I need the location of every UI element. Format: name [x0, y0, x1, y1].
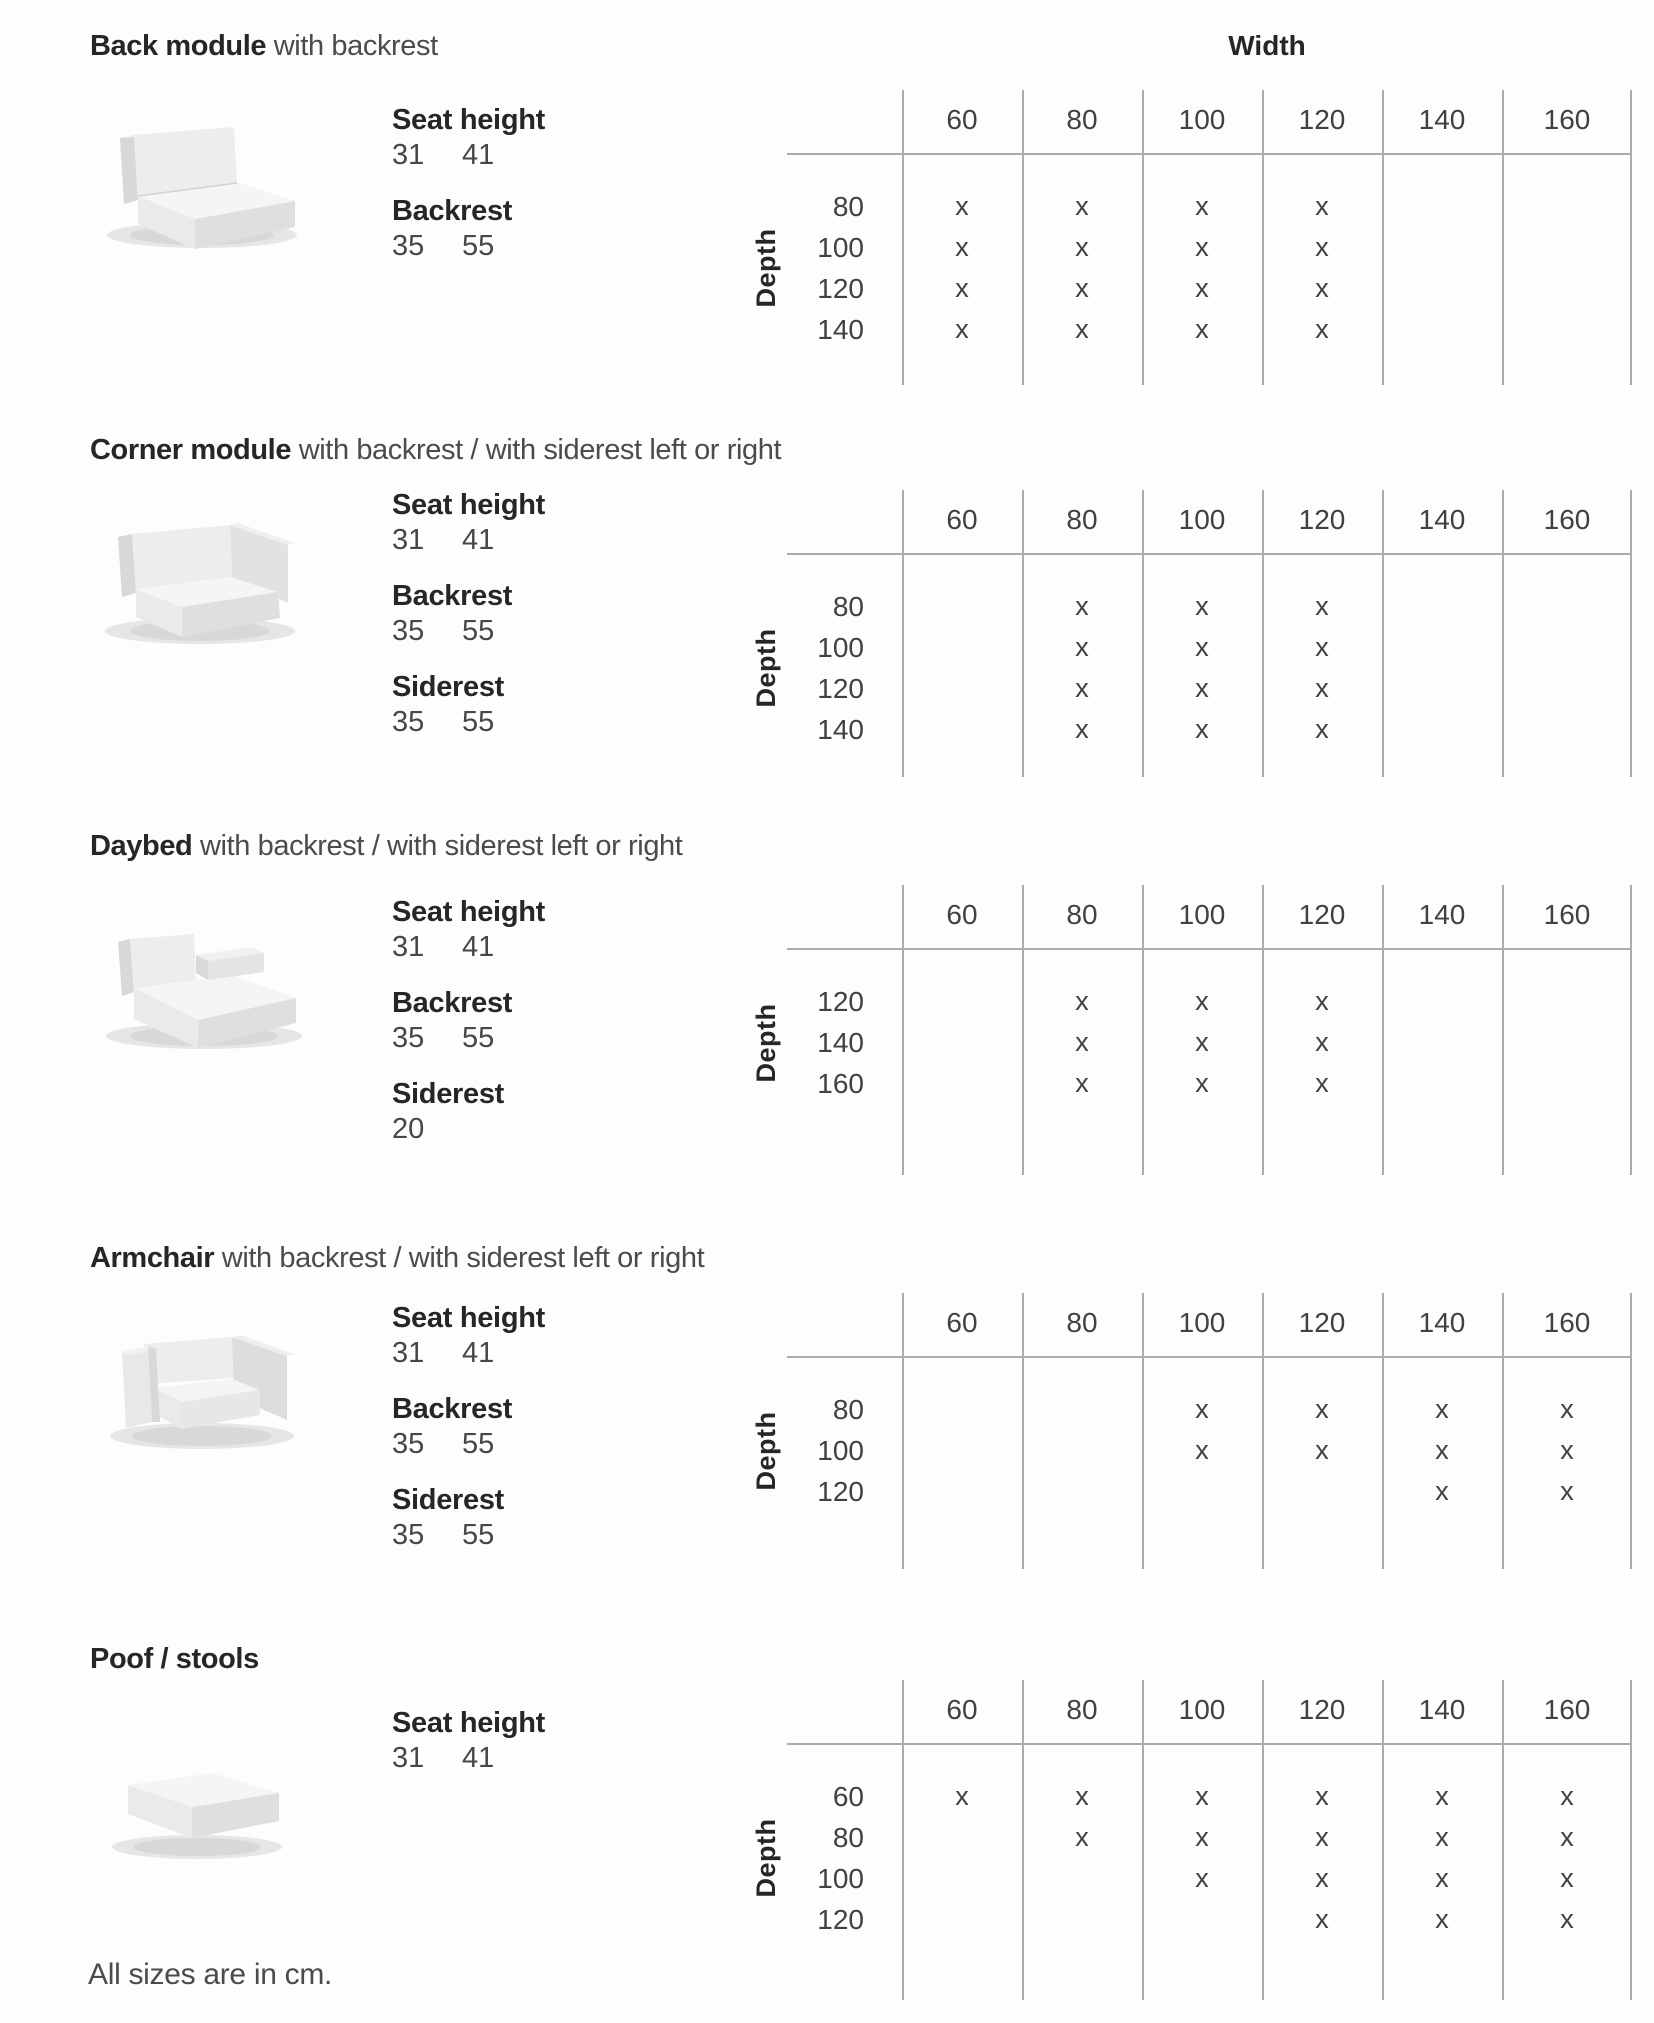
availability-mark: x — [1315, 714, 1329, 744]
availability-mark: x — [1075, 1822, 1089, 1852]
spec-value: 41 — [462, 1337, 495, 1369]
availability-mark: x — [1560, 1781, 1574, 1811]
spec-label: Backrest — [392, 195, 513, 227]
spec-label: Seat height — [392, 1302, 545, 1334]
availability-mark: x — [1075, 1027, 1089, 1057]
section-title-daybed — [90, 828, 682, 864]
width-column-header: 120 — [1298, 899, 1346, 930]
section-title-back-module — [90, 28, 438, 64]
spec-value: 35 — [392, 230, 425, 262]
daybed-image — [82, 898, 307, 1053]
availability-mark: x — [1315, 1435, 1329, 1465]
availability-mark: x — [1315, 1904, 1329, 1934]
spec-label: Siderest — [392, 1078, 505, 1110]
availability-mark: x — [1435, 1863, 1449, 1893]
width-column-header: 60 — [946, 1307, 978, 1338]
spec-values — [392, 614, 722, 648]
spec-values — [392, 930, 722, 964]
availability-mark: x — [1075, 714, 1089, 744]
spec-value: 31 — [392, 1337, 425, 1369]
depth-axis-label: Depth — [751, 1411, 781, 1490]
availability-mark: x — [1195, 673, 1209, 703]
depth-row-header: 100 — [817, 631, 864, 663]
daybed-illustration — [82, 898, 307, 1053]
width-axis-label: Width — [1228, 30, 1306, 61]
table-grid-hline — [787, 1743, 1632, 1745]
availability-mark: x — [1435, 1476, 1449, 1506]
availability-mark: x — [1195, 632, 1209, 662]
width-column-header: 140 — [1418, 504, 1466, 535]
width-column-header: 80 — [1066, 1694, 1098, 1725]
availability-mark: x — [1560, 1822, 1574, 1852]
spec-value: 31 — [392, 139, 425, 171]
section-title-rest: with backrest — [266, 30, 438, 62]
availability-mark: x — [1560, 1476, 1574, 1506]
width-column-header: 120 — [1298, 1694, 1346, 1725]
width-column-header: 160 — [1543, 899, 1591, 930]
poof-illustration — [82, 1735, 307, 1890]
availability-mark: x — [1195, 714, 1209, 744]
availability-mark: x — [1560, 1863, 1574, 1893]
depth-row-header: 100 — [817, 1434, 864, 1466]
spec-value: 55 — [462, 1022, 495, 1054]
availability-mark: x — [1315, 314, 1329, 344]
spec-values — [392, 229, 722, 263]
depth-row-header: 160 — [817, 1067, 864, 1099]
depth-axis-label: Depth — [751, 228, 781, 308]
width-column-header: 160 — [1543, 1307, 1591, 1338]
spec-values — [392, 1336, 722, 1370]
depth-row-header: 80 — [832, 1393, 864, 1425]
section-title-rest: with backrest / with siderest left or right — [291, 434, 782, 466]
depth-row-header: 120 — [817, 272, 864, 304]
availability-mark: x — [1195, 986, 1209, 1016]
spec-value: 31 — [392, 931, 425, 963]
spec-label: Backrest — [392, 987, 513, 1019]
availability-mark: x — [1075, 273, 1089, 303]
availability-mark: x — [1315, 1068, 1329, 1098]
section-title-bold: Corner module — [90, 434, 292, 466]
availability-mark: x — [1560, 1435, 1574, 1465]
table-grid-hline — [787, 948, 1632, 950]
width-column-header: 100 — [1178, 504, 1226, 535]
availability-mark: x — [1315, 232, 1329, 262]
table-grid-hline — [787, 553, 1632, 555]
spec-value: 35 — [392, 706, 425, 738]
availability-mark: x — [1075, 673, 1089, 703]
armchair-illustration — [82, 1302, 307, 1457]
availability-mark: x — [1195, 314, 1209, 344]
width-column-header: 160 — [1543, 504, 1591, 535]
width-column-header: 140 — [1418, 899, 1466, 930]
availability-mark: x — [955, 1781, 969, 1811]
spec-value: 41 — [462, 524, 495, 556]
spec-values — [392, 138, 722, 172]
spec-label: Backrest — [392, 1393, 513, 1425]
spec-value: 55 — [462, 230, 495, 262]
availability-mark: x — [1195, 191, 1209, 221]
section-title-corner-module — [90, 432, 781, 468]
width-column-header: 160 — [1543, 104, 1591, 135]
width-column-header: 140 — [1418, 1307, 1466, 1338]
availability-mark: x — [1075, 232, 1089, 262]
availability-mark: x — [1195, 1027, 1209, 1057]
depth-axis-label: Depth — [751, 1818, 781, 1898]
depth-row-header: 80 — [832, 190, 864, 222]
spec-value: 41 — [462, 931, 495, 963]
availability-mark: x — [1075, 1068, 1089, 1098]
availability-mark: x — [1075, 191, 1089, 221]
availability-mark: x — [1075, 1781, 1089, 1811]
availability-mark: x — [1315, 673, 1329, 703]
spec-value: 55 — [462, 1428, 495, 1460]
back-module-illustration — [82, 100, 307, 255]
width-column-header: 80 — [1066, 1307, 1098, 1338]
spec-values — [392, 1427, 722, 1461]
availability-mark: x — [1195, 1822, 1209, 1852]
availability-mark: x — [1075, 314, 1089, 344]
depth-row-header: 120 — [817, 1475, 864, 1507]
width-column-header: 120 — [1298, 1307, 1346, 1338]
availability-mark: x — [1435, 1781, 1449, 1811]
width-column-header: 80 — [1066, 504, 1098, 535]
spec-value: 35 — [392, 1022, 425, 1054]
section-title-rest: with backrest / with siderest left or right — [214, 1242, 705, 1274]
availability-mark: x — [1195, 1394, 1209, 1424]
depth-axis-label: Depth — [751, 628, 781, 708]
spec-list-daybed — [392, 894, 722, 1167]
width-column-header: 60 — [946, 104, 978, 135]
availability-mark: x — [1435, 1904, 1449, 1934]
spec-value: 41 — [462, 139, 495, 171]
spec-label: Seat height — [392, 489, 545, 521]
units-note: All sizes are in cm. — [88, 1958, 333, 1991]
section-title-armchair — [90, 1240, 704, 1276]
corner-module-image — [82, 495, 307, 650]
spec-value: 35 — [392, 615, 425, 647]
availability-mark: x — [1315, 1027, 1329, 1057]
availability-mark: x — [1075, 986, 1089, 1016]
spec-values — [392, 705, 722, 739]
size-matrix-back-module — [751, 90, 1632, 385]
width-column-header: 100 — [1178, 104, 1226, 135]
depth-row-header: 80 — [832, 1821, 864, 1853]
width-column-header: 80 — [1066, 899, 1098, 930]
availability-mark: x — [1195, 1435, 1209, 1465]
section-title-bold: Back module — [90, 30, 267, 62]
depth-row-header: 80 — [832, 590, 864, 622]
depth-row-header: 60 — [832, 1780, 864, 1812]
spec-value: 55 — [462, 615, 495, 647]
availability-mark: x — [955, 273, 969, 303]
width-column-header: 60 — [946, 504, 978, 535]
availability-mark: x — [1195, 1863, 1209, 1893]
width-column-header: 100 — [1178, 1694, 1226, 1725]
width-column-header: 140 — [1418, 1694, 1466, 1725]
spec-values — [392, 1021, 722, 1055]
availability-mark: x — [1075, 591, 1089, 621]
depth-axis-label: Depth — [751, 1003, 781, 1082]
width-column-header: 160 — [1543, 1694, 1591, 1725]
section-title-rest: with backrest / with siderest left or right — [192, 830, 683, 862]
back-module-image — [82, 100, 307, 255]
spec-list-armchair — [392, 1300, 722, 1573]
table-grid-hline — [787, 1356, 1632, 1358]
section-title-bold: Armchair — [90, 1242, 215, 1274]
spec-value: 55 — [462, 1519, 495, 1551]
availability-mark: x — [1435, 1394, 1449, 1424]
availability-mark: x — [1315, 273, 1329, 303]
availability-mark: x — [1075, 632, 1089, 662]
size-matrix-armchair — [751, 1293, 1632, 1569]
availability-mark: x — [1195, 1068, 1209, 1098]
spec-label: Seat height — [392, 1707, 545, 1739]
width-column-header: 140 — [1418, 104, 1466, 135]
section-title-poof-stools — [90, 1641, 259, 1677]
width-column-header: 120 — [1298, 504, 1346, 535]
spec-list-poof-stools — [392, 1705, 722, 1796]
section-title-bold: Daybed — [90, 830, 193, 862]
spec-values — [392, 523, 722, 557]
spec-label: Seat height — [392, 896, 545, 928]
availability-mark: x — [1315, 191, 1329, 221]
availability-mark: x — [1560, 1904, 1574, 1934]
spec-value: 41 — [462, 1742, 495, 1774]
size-matrix-corner-module — [751, 490, 1632, 777]
width-column-header: 60 — [946, 899, 978, 930]
spec-value: 31 — [392, 524, 425, 556]
depth-row-header: 120 — [817, 985, 864, 1017]
availability-mark: x — [1315, 1781, 1329, 1811]
table-grid-hline — [787, 153, 1632, 155]
corner-module-illustration — [82, 495, 307, 650]
width-column-header: 100 — [1178, 899, 1226, 930]
width-column-header: 80 — [1066, 104, 1098, 135]
availability-mark: x — [1315, 986, 1329, 1016]
depth-row-header: 140 — [817, 1026, 864, 1058]
depth-row-header: 100 — [817, 231, 864, 263]
spec-value: 35 — [392, 1428, 425, 1460]
size-matrix-poof-stools — [751, 1680, 1632, 2000]
availability-mark: x — [1560, 1394, 1574, 1424]
availability-mark: x — [955, 232, 969, 262]
availability-mark: x — [955, 191, 969, 221]
width-column-header: 100 — [1178, 1307, 1226, 1338]
depth-row-header: 140 — [817, 713, 864, 745]
availability-mark: x — [1315, 1822, 1329, 1852]
availability-mark: x — [1435, 1822, 1449, 1852]
width-column-header: 120 — [1298, 104, 1346, 135]
availability-mark: x — [1315, 591, 1329, 621]
spec-list-corner-module — [392, 487, 722, 760]
availability-mark: x — [1315, 1394, 1329, 1424]
spec-label: Backrest — [392, 580, 513, 612]
size-matrix-daybed — [751, 885, 1632, 1175]
depth-row-header: 120 — [817, 1903, 864, 1935]
availability-mark: x — [1435, 1435, 1449, 1465]
availability-mark: x — [1195, 232, 1209, 262]
depth-row-header: 140 — [817, 313, 864, 345]
section-title-bold: Poof / stools — [90, 1643, 259, 1675]
availability-mark: x — [1315, 1863, 1329, 1893]
spec-value: 55 — [462, 706, 495, 738]
poof-image — [82, 1735, 307, 1890]
spec-values — [392, 1741, 722, 1775]
availability-mark: x — [1315, 632, 1329, 662]
width-column-header: 60 — [946, 1694, 978, 1725]
spec-values — [392, 1112, 722, 1146]
spec-label: Seat height — [392, 104, 545, 136]
spec-value: 20 — [392, 1113, 425, 1145]
spec-label: Siderest — [392, 1484, 505, 1516]
availability-mark: x — [1195, 273, 1209, 303]
spec-value: 31 — [392, 1742, 425, 1774]
availability-mark: x — [1195, 1781, 1209, 1811]
spec-values — [392, 1518, 722, 1552]
spec-list-back-module — [392, 102, 722, 284]
availability-mark: x — [1195, 591, 1209, 621]
spec-value: 35 — [392, 1519, 425, 1551]
availability-mark: x — [955, 314, 969, 344]
depth-row-header: 120 — [817, 672, 864, 704]
depth-row-header: 100 — [817, 1862, 864, 1894]
spec-label: Siderest — [392, 671, 505, 703]
armchair-image — [82, 1302, 307, 1457]
